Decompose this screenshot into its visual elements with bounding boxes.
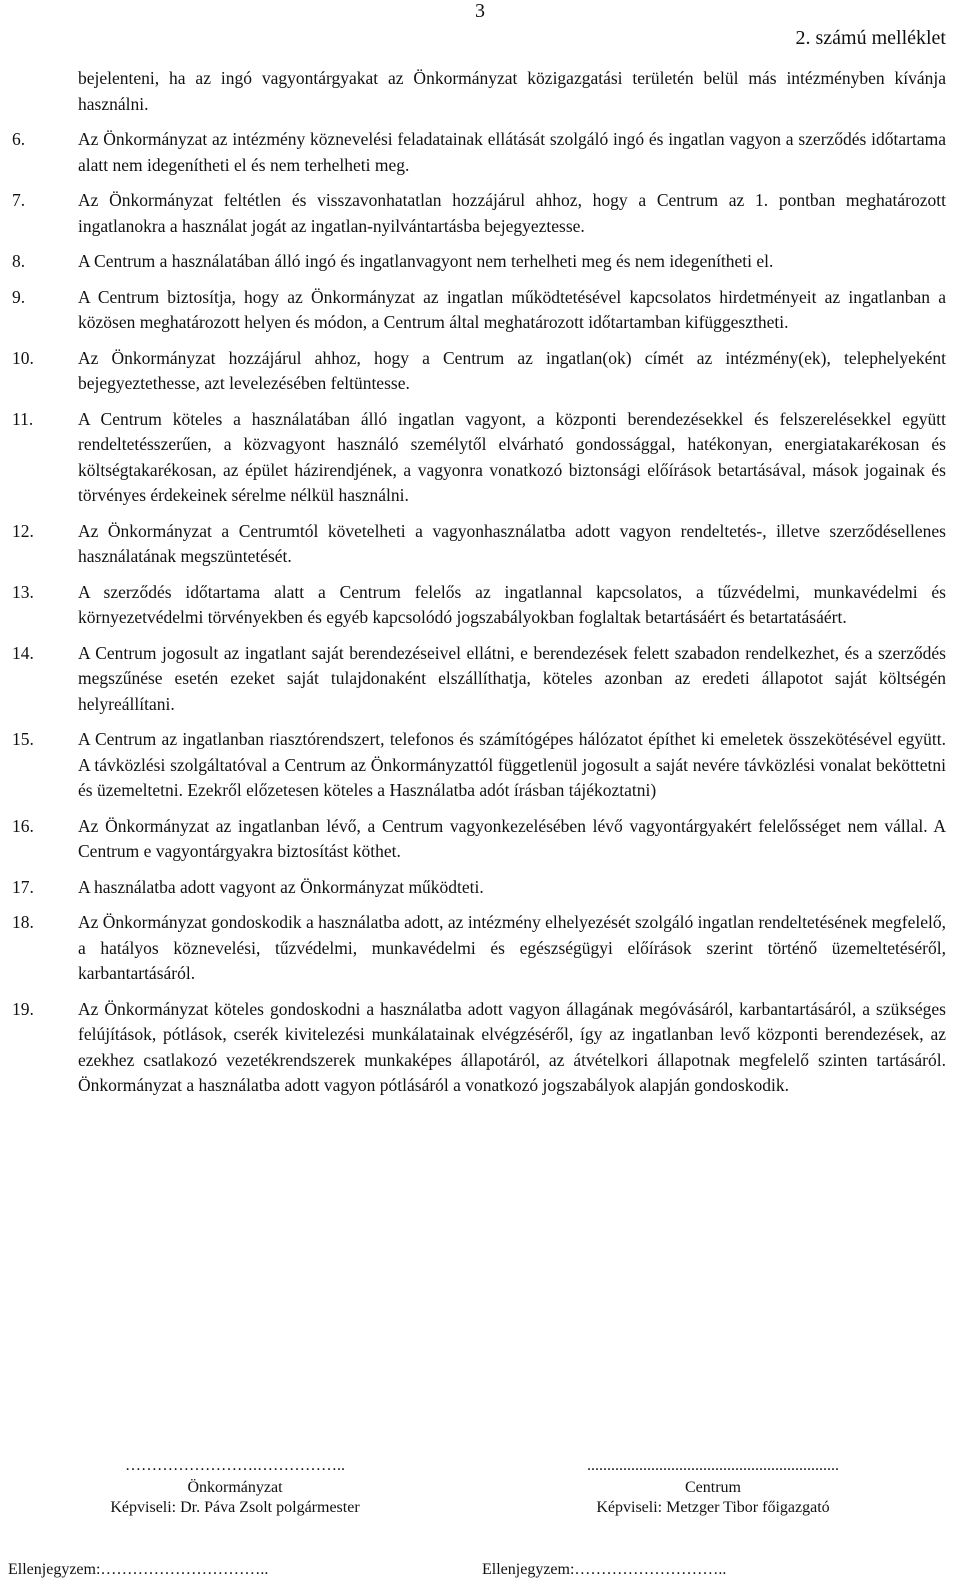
- signature-line: …………………….……………..: [125, 1457, 345, 1474]
- signature-block-municipality: [40, 1456, 430, 1518]
- item-text: A Centrum a használatában álló ingó és ingatlanvagyont nem terhelheti meg és nem idegenítheti el.: [78, 251, 774, 271]
- representative: Képviseli: Dr. Páva Zsolt polgármester: [110, 1499, 360, 1516]
- representative: Képviseli: Metzger Tibor főigazgató: [596, 1499, 830, 1516]
- item-number: 6.: [12, 129, 26, 149]
- item-number: 10.: [12, 347, 34, 368]
- item-number: 16.: [12, 815, 34, 836]
- list-item: [12, 997, 946, 1099]
- numbered-list: [12, 127, 946, 1099]
- list-item: [12, 346, 946, 397]
- document-body: [12, 66, 946, 1109]
- list-item: [12, 814, 946, 865]
- item-number: 7.: [12, 190, 26, 210]
- party-name: Centrum: [685, 1479, 741, 1496]
- item-text: A Centrum jogosult az ingatlant saját berendezéseivel ellátni, e berendezések felett szabadon rendelkezhet, és a szerződés megszűnése esetén ezeket saját tulajdonaként elszállíthatja, köteles azonban az eredeti állapotot saját költségén helyreállítani.: [78, 642, 946, 714]
- item-number: 9.: [12, 286, 26, 307]
- list-item: [12, 519, 946, 570]
- list-item: [12, 127, 946, 178]
- countersign-centrum: Ellenjegyzem:………………………..: [482, 1561, 727, 1578]
- item-text: Az Önkormányzat hozzájárul ahhoz, hogy a Centrum az ingatlan(ok) címét az intézmény(ek), telephelyeként bejegyeztethesse, azt levelezésében feltüntesse.: [78, 347, 946, 393]
- item-number: 18.: [12, 912, 34, 932]
- annex-label: 2. számú melléklet: [795, 27, 946, 49]
- item-text: Az Önkormányzat gondoskodik a használatba adott, az intézmény elhelyezését szolgáló ingatlan rendeltetésének megfelelő, a hatályos köznevelési, tűzvédelmi, munkavédelmi és egészségügyi előírások szerint történő üzemeltetéséről, karbantartásáról.: [78, 912, 946, 983]
- item-number: 11.: [12, 408, 34, 429]
- item-number: 8.: [12, 251, 26, 271]
- item-text: A Centrum biztosítja, hogy az Önkormányzat az ingatlan működtetésével kapcsolatos hirdetményeit az ingatlanban a közösen meghatározott helyen és módon, a Centrum által meghatározott időtartamban kifüggesztheti.: [78, 286, 946, 332]
- list-item: [12, 188, 946, 239]
- item-number: 12.: [12, 520, 34, 541]
- item-text: Az Önkormányzat a Centrumtól követelheti a vagyonhasználatba adott vagyon rendeltetés-, illetve szerződésellenes használatának megszüntetését.: [78, 520, 946, 566]
- item-number: 14.: [12, 642, 34, 663]
- list-item: [12, 580, 946, 631]
- page-number: 3: [475, 0, 485, 22]
- item-text: Az Önkormányzat az intézmény köznevelési feladatainak ellátását szolgáló ingó és ingatlan vagyon a szerződés időtartama alatt nem idegenítheti el és nem terhelheti meg.: [78, 129, 946, 175]
- item-number: 19.: [12, 998, 34, 1019]
- signature-block-centrum: [478, 1456, 948, 1518]
- item-text: A szerződés időtartama alatt a Centrum felelős az ingatlannal kapcsolatos, a tűzvédelmi, munkavédelmi és környezetvédelmi törvényekben és egyéb kapcsolódó jogszabályokban foglaltak betartásáért és betartatásáért.: [78, 581, 946, 627]
- intro-continuation: bejelenteni, ha az ingó vagyontárgyakat az Önkormányzat közigazgatási területén belül más intézményben kívánja használni.: [78, 68, 946, 114]
- list-item: [12, 285, 946, 336]
- item-number: 17.: [12, 876, 34, 897]
- item-number: 15.: [12, 729, 34, 749]
- item-text: A Centrum az ingatlanban riasztórendszert, telefonos és számítógépes hálózatot építhet ki emeletek összekötésével együtt. A távközlési szolgáltatóval a Centrum az Önkormányzattól függetlenül jogosult a saját nevére távközlési vonalat beköttetni és üzemeltetni. Ezekről előzetesen köteles a Használatba adót írásban tájékoztatni): [78, 729, 946, 800]
- list-item: [12, 407, 946, 509]
- list-item: [12, 641, 946, 718]
- item-text: Az Önkormányzat feltétlen és visszavonhatatlan hozzájárul ahhoz, hogy a Centrum az 1. pontban meghatározott ingatlanokra a használat jogát az ingatlan-nyilvántartásba bejegyeztesse.: [78, 190, 946, 236]
- item-text: A Centrum köteles a használatában álló ingatlan vagyont, a központi berendezésekkel és felszerelésekkel együtt rendeltetésszerűen, a közvagyont használó személytől elvárható gondossággal, hatékonyan, energiatakarékosan és költségtakarékosan, az épület házirendjének, a vagyonra vonatkozó biztonsági előírások betartásával, mások jogainak és törvényes érdekeinek sérelme nélkül használni.: [78, 408, 946, 505]
- list-item: [12, 727, 946, 804]
- item-number: 13.: [12, 581, 34, 602]
- list-item: [12, 249, 946, 275]
- countersign-municipality: Ellenjegyzem:…………………………..: [8, 1561, 269, 1578]
- signature-line: ...............................................................: [587, 1457, 839, 1474]
- list-item: [12, 910, 946, 987]
- party-name: Önkormányzat: [187, 1479, 283, 1496]
- list-item: [12, 875, 946, 901]
- item-text: Az Önkormányzat az ingatlanban lévő, a Centrum vagyonkezelésében lévő vagyontárgyakért felelősséget nem vállal. A Centrum e vagyontárgyakra biztosítást köthet.: [78, 815, 946, 861]
- item-text: Az Önkormányzat köteles gondoskodni a használatba adott vagyon állagának megóvásáról, karbantartásáról, a szükséges felújítások, pótlások, cserék kivitelezési munkálatainak elvégzéséről, így az ingatlanban levő központi berendezések, az ezekhez csatlakozó vezetékrendszerek munkaképes állapotáról, az átvételkori állapotnak megfelelő szinten tartásáról. Önkormányzat a használatba adott vagyon pótlásáról a vonatkozó jogszabályok alapján gondoskodik.: [78, 998, 946, 1095]
- item-text: A használatba adott vagyont az Önkormányzat működteti.: [78, 876, 484, 897]
